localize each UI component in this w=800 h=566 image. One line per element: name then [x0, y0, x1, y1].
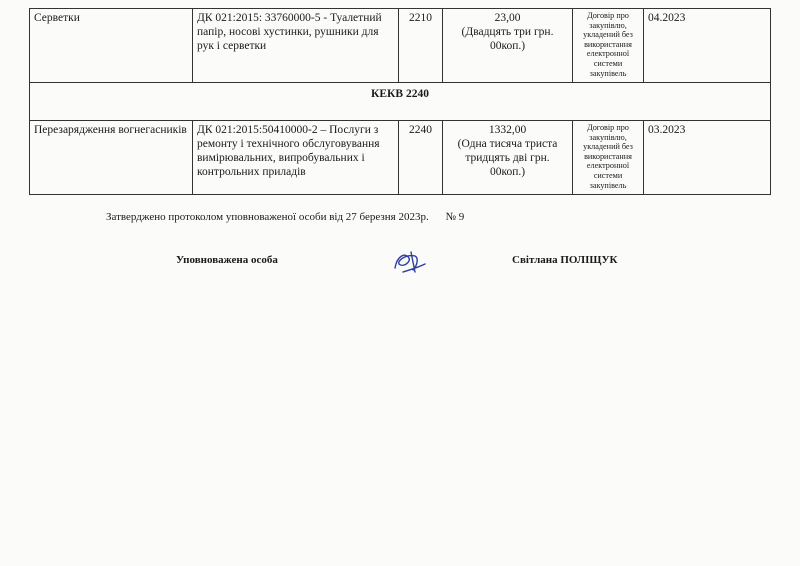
procurement-plan-table	[29, 8, 771, 195]
handwritten-signature	[389, 246, 429, 276]
item-name: Перезарядження вогнегасників	[30, 121, 193, 195]
approval-text: Затверджено протоколом уповноваженої особи від 27 березня 2023р.	[106, 211, 429, 223]
expected-cost: 23,00 (Двадцять три грн. 00коп.)	[443, 9, 573, 83]
table-row	[30, 121, 771, 195]
start-date: 03.2023	[644, 121, 771, 195]
kekv-code: 2210	[399, 9, 443, 83]
kekv-section-header: КЕКВ 2240	[30, 83, 771, 121]
table-row	[30, 9, 771, 83]
signer-role: Уповноважена особа	[176, 254, 278, 266]
cpv-code: ДК 021:2015:50410000-2 – Послуги з ремонту і технічного обслуговування вимірювальних, випробувальних і контрольних приладів	[193, 121, 399, 195]
start-date: 04.2023	[644, 9, 771, 83]
signer-name: Світлана ПОЛІЩУК	[512, 254, 618, 266]
expected-cost: 1332,00 (Одна тисяча триста тридцять дві грн. 00коп.)	[443, 121, 573, 195]
item-name: Серветки	[30, 9, 193, 83]
procurement-procedure: Договір про закупівлю, укладений без використання електронної системи закупівель	[573, 121, 644, 195]
cpv-code: ДК 021:2015: 33760000-5 - Туалетний папір, носові хустинки, рушники для рук і серветки	[193, 9, 399, 83]
kekv-code: 2240	[399, 121, 443, 195]
protocol-number: № 9	[445, 211, 465, 223]
section-row	[30, 83, 771, 121]
approval-line	[106, 211, 464, 223]
procurement-procedure: Договір про закупівлю, укладений без використання електронної системи закупівель	[573, 9, 644, 83]
